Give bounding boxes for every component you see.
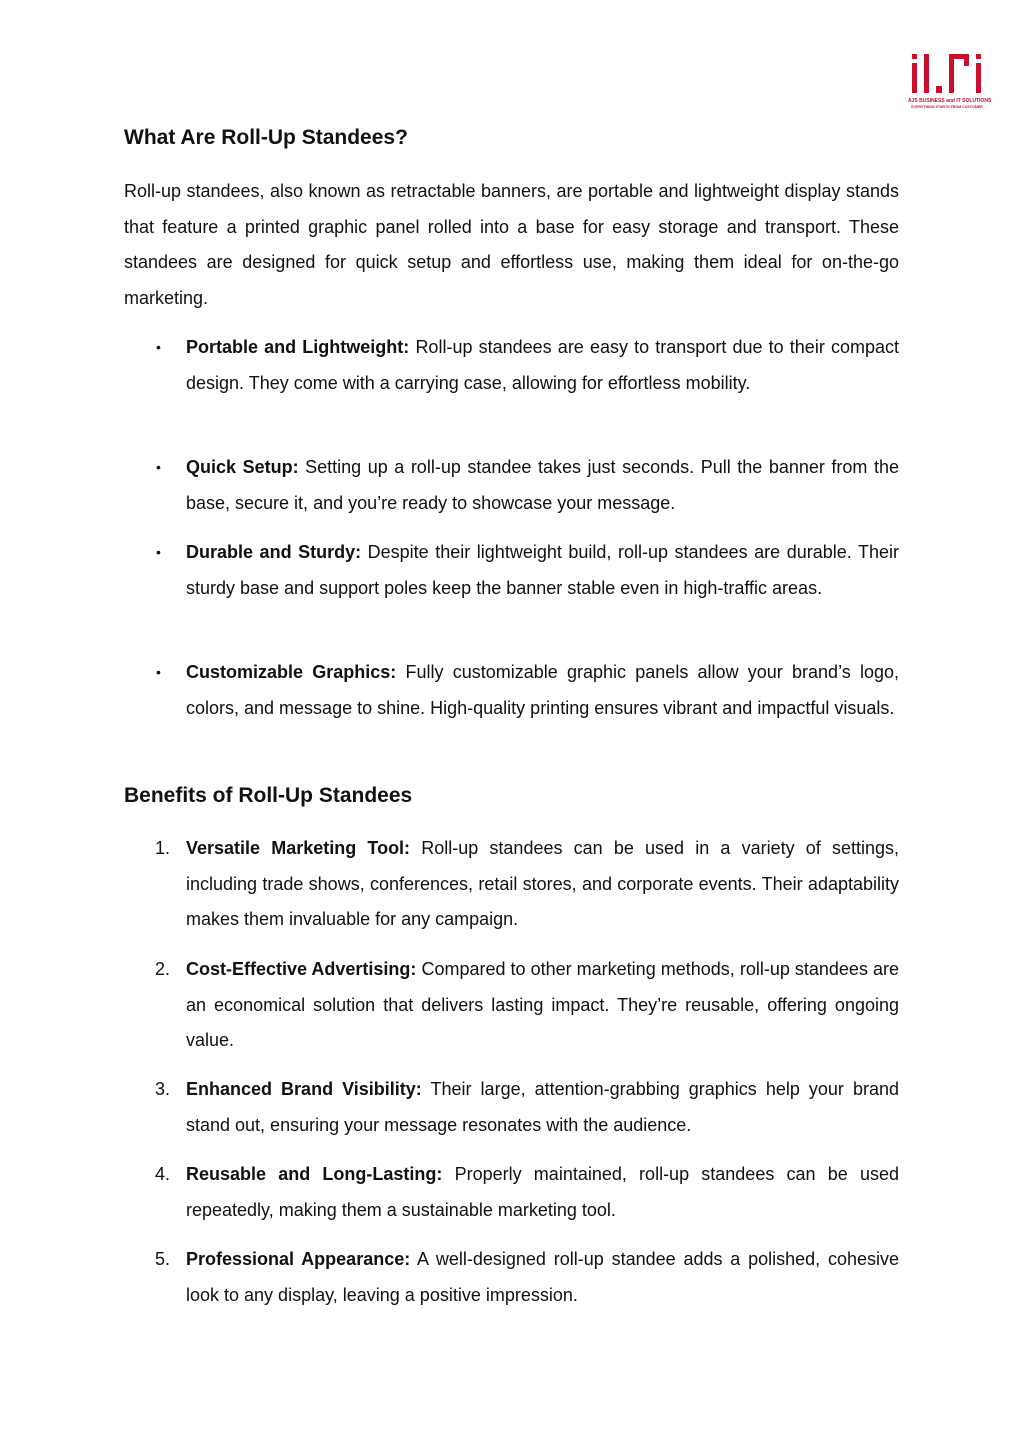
list-number: 4. — [155, 1164, 171, 1184]
item-text: Properly maintained, roll-up standees can be used repeatedly, making them a sustainable marketing tool. — [186, 1164, 899, 1220]
bullet-item — [124, 535, 899, 606]
intro-paragraph: Roll-up standees, also known as retractable banners, are portable and lightweight display stands that feature a printed graphic panel rolled into a base for easy storage and transport. These standees are designed for quick setup and effortless use, making them ideal for on-the-go marketing. — [124, 181, 899, 308]
list-number: 1. — [155, 838, 171, 858]
section-heading-benefits: Benefits of Roll-Up Standees — [124, 784, 413, 807]
list-number: 2. — [155, 959, 171, 979]
list-number: 5. — [155, 1249, 171, 1269]
bullet-title: Portable and Lightweight: — [186, 337, 410, 357]
bullet-text: Despite their lightweight build, roll-up standees are durable. Their sturdy base and support poles keep the banner stable even in high-traffic areas. — [186, 542, 899, 598]
item-text: Their large, attention-grabbing graphics help your brand stand out, ensuring your message resonates with the audience. — [186, 1079, 899, 1135]
numbered-item — [124, 952, 899, 1059]
numbered-item — [124, 1072, 899, 1143]
item-title: Reusable and Long-Lasting: — [186, 1164, 443, 1184]
item-text: A well-designed roll-up standee adds a polished, cohesive look to any display, leaving a positive impression. — [186, 1249, 900, 1305]
bullet-item — [124, 330, 899, 401]
numbered-item — [124, 1242, 899, 1313]
item-title: Cost-Effective Advertising: — [186, 959, 417, 979]
numbered-item — [124, 1157, 899, 1228]
item-text: Compared to other marketing methods, roll-up standees are an economical solution that delivers lasting impact. They’re reusable, offering ongoing value. — [186, 959, 899, 1050]
bullet-item — [124, 655, 899, 726]
bullet-item — [124, 450, 899, 521]
item-text: Roll-up standees can be used in a variety of settings, including trade shows, conferences, retail stores, and corporate events. Their adaptability makes them invaluable for any campaign. — [186, 838, 899, 929]
bullet-title: Quick Setup: — [186, 457, 299, 477]
bullet-marker: • — [156, 339, 161, 355]
item-title: Versatile Marketing Tool: — [186, 838, 411, 858]
bullet-text: Fully customizable graphic panels allow your brand’s logo, colors, and message to shine. High-quality printing ensures vibrant and impactful visuals. — [186, 662, 899, 718]
numbered-item — [124, 831, 899, 938]
bullet-marker: • — [156, 664, 161, 680]
logo-tagline-main: AJS BUSINESS and IT SOLUTIONS — [908, 98, 992, 104]
bullet-text: Setting up a roll-up standee takes just seconds. Pull the banner from the base, secure it, and you’re ready to showcase your message. — [186, 457, 899, 513]
section-heading-what-are: What Are Roll-Up Standees? — [124, 126, 408, 149]
item-title: Professional Appearance: — [186, 1249, 411, 1269]
bullet-text: Roll-up standees are easy to transport due to their compact design. They come with a carrying case, allowing for effortless mobility. — [186, 337, 899, 393]
bullet-title: Customizable Graphics: — [186, 662, 397, 682]
logo-tagline-slogan: EVERYTHING STARTS FROM CUSTOMER — [911, 105, 983, 109]
bullet-marker: • — [156, 459, 161, 475]
item-title: Enhanced Brand Visibility: — [186, 1079, 422, 1099]
bullet-title: Durable and Sturdy: — [186, 542, 362, 562]
list-number: 3. — [155, 1079, 171, 1099]
bullet-marker: • — [156, 544, 161, 560]
